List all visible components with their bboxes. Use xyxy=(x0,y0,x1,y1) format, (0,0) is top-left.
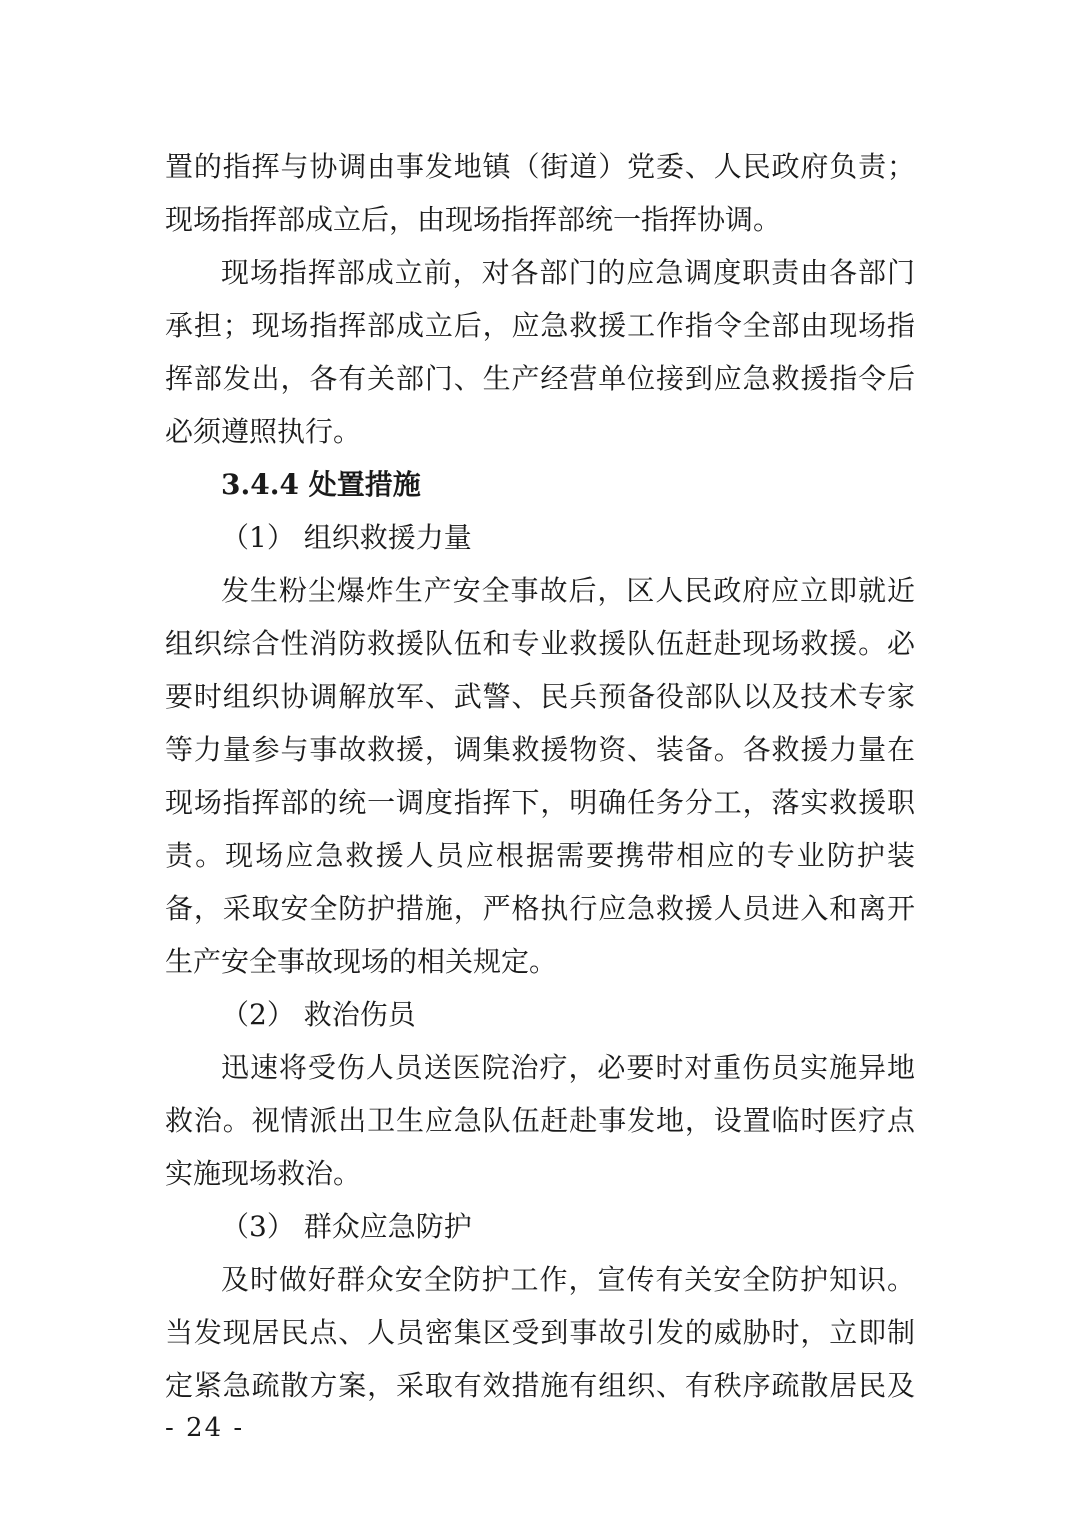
text-line: 生产安全事故现场的相关规定。 xyxy=(165,945,558,978)
paragraph-start: 迅速将受伤人员送医院治疗，必要时对重伤员实施异地 xyxy=(221,1051,915,1084)
subsection-heading: （2） 救治伤员 xyxy=(221,998,416,1031)
section-heading: 3.4.4 处置措施 xyxy=(221,468,421,501)
subsection-heading: （3） 群众应急防护 xyxy=(221,1210,472,1243)
document-body xyxy=(165,140,915,1412)
paragraph-start: 现场指挥部成立前，对各部门的应急调度职责由各部门 xyxy=(221,256,915,289)
text-line: 必须遵照执行。 xyxy=(165,415,362,448)
page-number: - 24 - xyxy=(165,1413,245,1443)
text-line: 组织综合性消防救援队伍和专业救援队伍赶赴现场救援。必 xyxy=(165,627,915,660)
text-line: 挥部发出，各有关部门、生产经营单位接到应急救援指令后 xyxy=(165,362,915,395)
text-line: 承担；现场指挥部成立后，应急救援工作指令全部由现场指 xyxy=(165,309,915,342)
subsection-heading: （1） 组织救援力量 xyxy=(221,521,472,554)
text-line: 定紧急疏散方案，采取有效措施有组织、有秩序疏散居民及 xyxy=(165,1369,915,1402)
paragraph-start: 及时做好群众安全防护工作，宣传有关安全防护知识。 xyxy=(221,1263,915,1296)
text-line: 现场指挥部的统一调度指挥下，明确任务分工，落实救援职 xyxy=(165,786,915,819)
paragraph-start: 发生粉尘爆炸生产安全事故后，区人民政府应立即就近 xyxy=(221,574,915,607)
text-line: 等力量参与事故救援，调集救援物资、装备。各救援力量在 xyxy=(165,733,915,766)
text-line: 现场指挥部成立后，由现场指挥部统一指挥协调。 xyxy=(165,203,782,236)
text-line: 要时组织协调解放军、武警、民兵预备役部队以及技术专家 xyxy=(165,680,915,713)
text-line: 责。现场应急救援人员应根据需要携带相应的专业防护装 xyxy=(165,839,915,872)
text-line: 当发现居民点、人员密集区受到事故引发的威胁时，立即制 xyxy=(165,1316,915,1349)
text-line: 实施现场救治。 xyxy=(165,1157,362,1190)
text-line: 置的指挥与协调由事发地镇（街道）党委、人民政府负责； xyxy=(165,150,915,183)
text-line: 备，采取安全防护措施，严格执行应急救援人员进入和离开 xyxy=(165,892,915,925)
text-line: 救治。视情派出卫生应急队伍赶赴事发地，设置临时医疗点 xyxy=(165,1104,915,1137)
